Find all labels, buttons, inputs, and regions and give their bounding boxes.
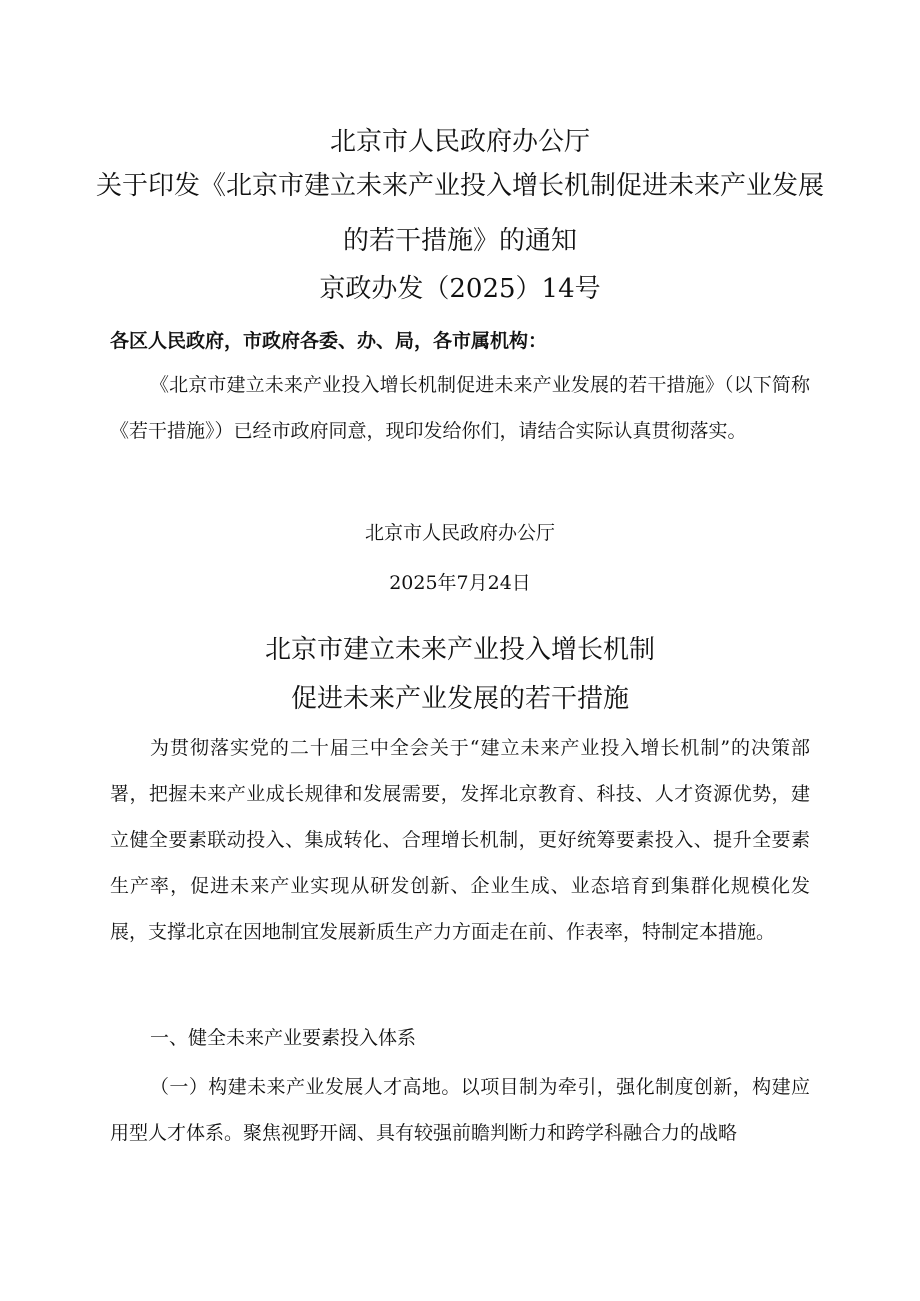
salutation: 各区人民政府，市政府各委、办、局，各市属机构： (110, 330, 548, 352)
notice-title-line-1: 北京市人民政府办公厅 (329, 127, 590, 157)
measures-title-line-1: 北京市建立未来产业投入增长机制 (264, 635, 655, 665)
item-1-paragraph: （一）构建未来产业发展人才高地。以项目制为牵引，强化制度创新，构建应用型人才体系。聚焦视野开阔、具有较强前瞻判断力和跨学科融合力的战略 (110, 1076, 810, 1144)
issue-date: 2025年7月24日 (389, 572, 531, 594)
notice-title-line-2: 关于印发《北京市建立未来产业投入增长机制促进未来产业发展 (95, 171, 824, 201)
section-1-heading: 一、健全未来产业要素投入体系 (150, 1027, 417, 1049)
notice-title-line-3: 的若干措施》的通知 (342, 226, 577, 256)
document-number: 京政办发（2025）14号 (319, 274, 601, 304)
measures-intro-paragraph: 为贯彻落实党的二十届三中全会关于“建立未来产业投入增长机制”的决策部署，把握未来产业成长规律和发展需要，发挥北京教育、科技、人才资源优势，建立健全要素联动投入、集成转化、合理增长机制，更好统筹要素投入、提升全要素生产率，促进未来产业实现从研发创新、企业生成、业态培育到集群化规模化发展，支撑北京在因地制宜发展新质生产力方面走在前、作表率，特制定本措施。 (110, 737, 810, 943)
notice-body-paragraph: 《北京市建立未来产业投入增长机制促进未来产业发展的若干措施》（以下简称《若干措施》）已经市政府同意，现印发给你们，请结合实际认真贯彻落实。 (110, 374, 810, 442)
issuer-signature: 北京市人民政府办公厅 (364, 522, 555, 544)
measures-title-line-2: 促进未来产业发展的若干措施 (290, 684, 629, 714)
